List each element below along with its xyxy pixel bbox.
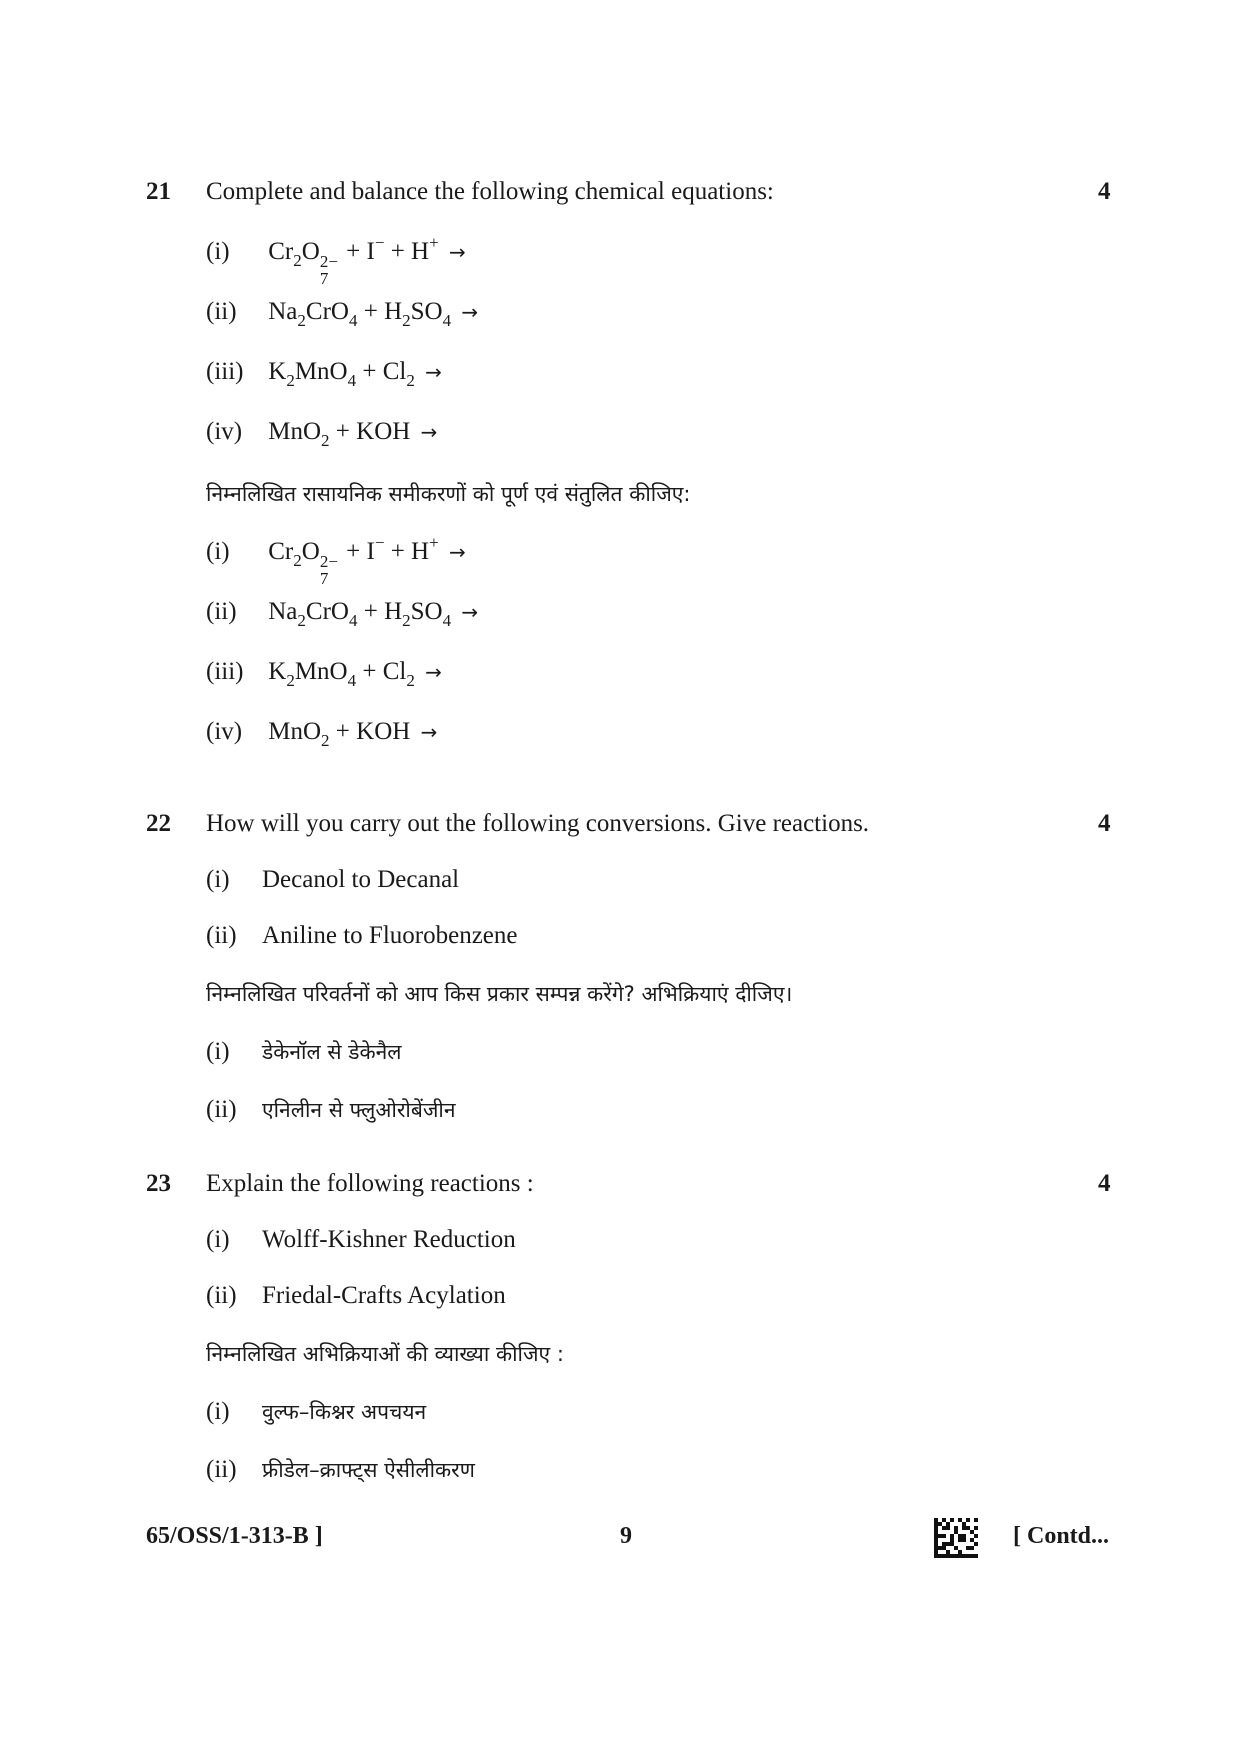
item-text: Aniline to Fluorobenzene [262, 922, 518, 949]
item-text: वुल्फ–किश्नर अपचयन [262, 1400, 427, 1424]
item-text: डेकेनॉल से डेकेनैल [262, 1040, 402, 1064]
question-marks: 4 [1098, 810, 1111, 837]
question-marks: 4 [1098, 178, 1111, 205]
equation-item: (iii) $K_2MnO_4 + Cl_2$ → [206, 358, 442, 390]
item-roman: (ii) [206, 1456, 237, 1483]
item-roman: (i) [206, 1038, 230, 1065]
equation-item: (ii) $Na_2CrO_4 + H_2SO_4$ → [206, 298, 479, 330]
item-roman: (ii) [206, 1096, 237, 1123]
question-marks: 4 [1098, 1170, 1111, 1197]
item-text: Wolff-Kishner Reduction [262, 1226, 516, 1253]
item-text: एनिलीन से फ्लुओरोबेंजीन [262, 1098, 456, 1122]
item-roman: (i) [206, 1226, 230, 1253]
item-roman: (iv) [206, 418, 243, 445]
equation-item: (iii) $K_2MnO_4 + Cl_2$ → [206, 658, 442, 690]
item-roman: (i) [206, 238, 230, 265]
continued-label: [ Contd... [1013, 1523, 1110, 1549]
equation-item: (iv) MnO$_2$ + KOH → [206, 718, 438, 750]
question-text-english: Complete and balance the following chemical equations: [206, 178, 774, 205]
question-text-english: How will you carry out the following conversions. Give reactions. [206, 810, 870, 837]
question-number: 23 [146, 1170, 171, 1197]
equation-item: (i) $Cr_2O$ 2− 7 + I− + H+ → [206, 533, 466, 588]
item-roman: (ii) [206, 1282, 237, 1309]
question-text-hindi: निम्नलिखित परिवर्तनों को आप किस प्रकार सम्पन्न करेंगे? अभिक्रियाएं दीजिए। [206, 982, 793, 1006]
item-roman: (iv) [206, 718, 243, 745]
item-text: Decanol to Decanal [262, 866, 460, 893]
list-item [206, 1226, 516, 1254]
qr-code-icon [934, 1518, 978, 1558]
page-number: 9 [620, 1523, 632, 1549]
list-item [206, 1096, 456, 1124]
question-number: 21 [146, 178, 171, 205]
item-roman: (ii) [206, 598, 237, 625]
question-text-english: Explain the following reactions : [206, 1170, 534, 1197]
list-item [206, 1038, 402, 1066]
equation-item: (ii) $Na_2CrO_4 + H_2SO_4$ → [206, 598, 479, 630]
item-roman: (iii) [206, 658, 244, 685]
equation-item: (iv) MnO$_2$ + KOH → [206, 418, 438, 450]
question-text-hindi: निम्नलिखित अभिक्रियाओं की व्याख्या कीजिए : [206, 1342, 564, 1366]
item-roman: (ii) [206, 298, 237, 325]
list-item [206, 1456, 475, 1484]
item-roman: (i) [206, 866, 230, 893]
list-item [206, 1398, 426, 1426]
list-item [206, 866, 459, 894]
list-item [206, 1282, 506, 1310]
list-item [206, 922, 518, 950]
item-roman: (ii) [206, 922, 237, 949]
item-roman: (i) [206, 538, 230, 565]
question-number: 22 [146, 810, 171, 837]
item-text: Friedal-Crafts Acylation [262, 1282, 506, 1309]
item-text: फ्रीडेल–क्राफ्ट्स ऐसीलीकरण [262, 1458, 475, 1482]
question-text-hindi: निम्नलिखित रासायनिक समीकरणों को पूर्ण एवं संतुलित कीजिए: [206, 482, 691, 506]
paper-code: 65/OSS/1-313-B ] [146, 1523, 323, 1549]
item-roman: (i) [206, 1398, 230, 1425]
equation-item: (i) $Cr_2O$ 2− 7 + I− + H+ → [206, 233, 466, 288]
item-roman: (iii) [206, 358, 244, 385]
